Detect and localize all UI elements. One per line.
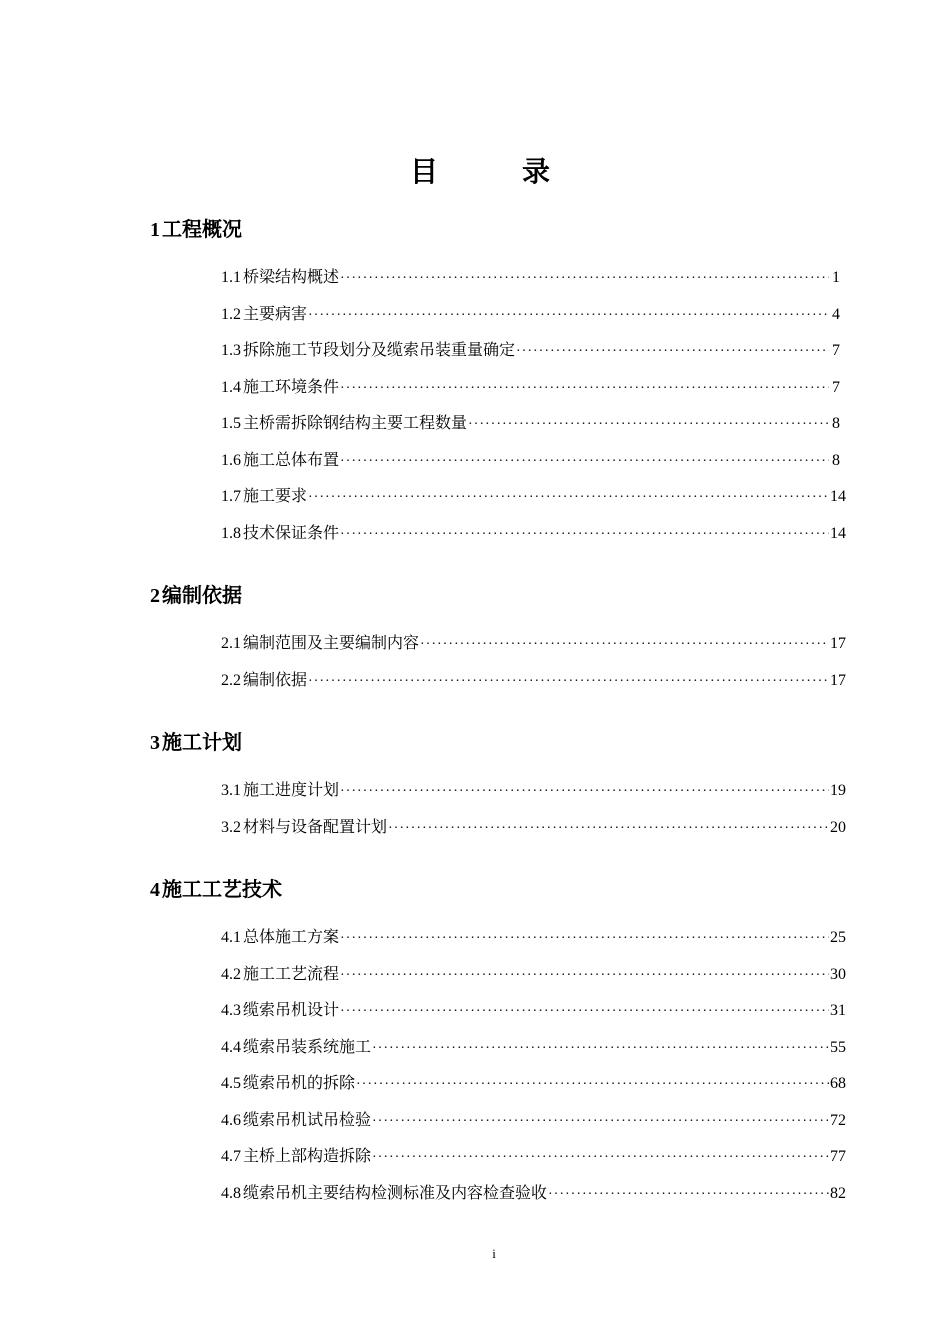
entry-list (150, 625, 846, 698)
entry-title: 缆索吊机主要结构检测标准及内容检查验收 (243, 1182, 548, 1202)
entry-title: 拆除施工节段划分及缆索吊装重量确定 (243, 340, 516, 359)
toc-title: 目 录 (409, 155, 578, 188)
dot-leader (388, 811, 829, 848)
entry-label (221, 809, 387, 847)
toc-entry[interactable] (221, 1102, 846, 1139)
entry-label (221, 625, 419, 663)
entry-title: 缆索吊装系统施工 (243, 1036, 372, 1056)
entry-title: 桥梁结构概述 (243, 267, 340, 286)
toc-section (150, 573, 846, 698)
entry-page-number: 8 (832, 451, 840, 469)
entry-title: 施工要求 (243, 486, 308, 505)
dot-leader (340, 921, 829, 958)
entry-number: 1.3 (221, 342, 241, 359)
toc-entry[interactable] (221, 1029, 846, 1066)
toc-entry[interactable] (221, 259, 840, 296)
toc-entry[interactable] (221, 956, 846, 993)
entry-label (221, 1102, 371, 1140)
entry-list (150, 259, 846, 551)
toc-entry[interactable] (221, 1138, 846, 1175)
entry-number: 2.2 (221, 671, 241, 689)
entry-page-number: 7 (832, 378, 840, 396)
entry-title: 缆索吊机设计 (243, 1000, 340, 1019)
entry-label (221, 919, 339, 957)
toc-section (150, 720, 846, 845)
toc-entry[interactable] (221, 1175, 846, 1212)
entry-title: 技术保证条件 (243, 522, 340, 542)
entry-label (221, 259, 339, 297)
entry-number: 1.8 (221, 524, 241, 542)
entry-label (221, 772, 339, 810)
entry-page-number: 30 (830, 965, 846, 983)
section-number: 3 (150, 732, 160, 754)
dot-leader (308, 480, 829, 517)
dot-leader (420, 627, 829, 664)
entry-number: 4.5 (221, 1075, 241, 1092)
toc-entry[interactable] (221, 662, 846, 699)
dot-leader (340, 444, 829, 481)
dot-leader (516, 334, 829, 371)
toc-entry[interactable] (221, 332, 840, 369)
section-heading[interactable] (150, 207, 840, 251)
entry-title: 施工环境条件 (243, 376, 340, 396)
entry-number: 1.7 (221, 488, 241, 505)
entry-title: 主桥需拆除钢结构主要工程数量 (243, 413, 468, 432)
entry-number: 1.4 (221, 378, 241, 396)
table-of-contents (150, 207, 846, 1233)
entry-title: 施工进度计划 (243, 780, 340, 799)
section-number: 1 (150, 219, 160, 241)
entry-page-number: 68 (830, 1075, 846, 1092)
dot-leader (340, 774, 829, 811)
entry-label (221, 369, 339, 407)
entry-title: 施工总体布置 (243, 449, 340, 469)
entry-title: 缆索吊机的拆除 (243, 1073, 356, 1092)
entry-label (221, 405, 467, 443)
toc-section (150, 207, 846, 551)
entry-page-number: 14 (830, 524, 846, 542)
dot-leader (340, 371, 829, 408)
section-title: 编制依据 (162, 583, 242, 607)
entry-number: 3.1 (221, 782, 241, 799)
dot-leader (340, 517, 829, 554)
dot-leader (372, 1104, 829, 1141)
toc-entry[interactable] (221, 478, 846, 515)
entry-label (221, 332, 515, 370)
dot-leader (308, 664, 829, 701)
entry-page-number: 31 (830, 1002, 846, 1019)
entry-page-number: 4 (832, 305, 840, 323)
entry-number: 4.6 (221, 1111, 241, 1129)
entry-title: 编制依据 (243, 669, 308, 689)
entry-title: 施工工艺流程 (243, 963, 340, 983)
toc-entry[interactable] (221, 809, 846, 846)
entry-title: 主要病害 (243, 303, 308, 323)
entry-title: 编制范围及主要编制内容 (243, 633, 420, 652)
dot-leader (372, 1140, 829, 1177)
entry-list (150, 919, 846, 1211)
footer-page-number: i (492, 1246, 496, 1261)
entry-page-number: 7 (832, 342, 840, 359)
dot-leader (340, 261, 829, 298)
entry-page-number: 20 (830, 818, 846, 836)
entry-title: 主桥上部构造拆除 (243, 1146, 372, 1165)
entry-page-number: 1 (832, 269, 840, 286)
entry-page-number: 77 (830, 1148, 846, 1165)
toc-section (150, 867, 846, 1211)
entry-page-number: 82 (830, 1184, 846, 1202)
toc-entry[interactable] (221, 772, 846, 809)
dot-leader (356, 1067, 829, 1104)
dot-leader (340, 994, 829, 1031)
dot-leader (372, 1031, 829, 1068)
dot-leader (340, 958, 829, 995)
entry-label (221, 956, 339, 994)
toc-entry[interactable] (221, 442, 840, 479)
entry-page-number: 8 (832, 415, 840, 432)
entry-page-number: 72 (830, 1111, 846, 1129)
toc-entry[interactable] (221, 919, 846, 956)
entry-number: 4.1 (221, 929, 241, 946)
entry-title: 总体施工方案 (243, 927, 340, 946)
entry-number: 4.7 (221, 1148, 241, 1165)
entry-label (221, 1138, 371, 1176)
toc-entry[interactable] (221, 1065, 846, 1102)
entry-list (150, 772, 846, 845)
entry-number: 3.2 (221, 818, 241, 836)
entry-number: 4.3 (221, 1002, 241, 1019)
entry-number: 4.2 (221, 965, 241, 983)
toc-entry[interactable] (221, 625, 846, 662)
entry-label (221, 1175, 547, 1213)
entry-number: 1.1 (221, 269, 241, 286)
section-heading[interactable] (150, 867, 840, 911)
entry-label (221, 1065, 355, 1103)
toc-entry[interactable] (221, 992, 846, 1029)
entry-label (221, 515, 339, 553)
entry-label (221, 992, 339, 1030)
entry-title: 缆索吊机试吊检验 (243, 1109, 372, 1129)
entry-title: 材料与设备配置计划 (243, 816, 388, 836)
dot-leader (308, 298, 829, 335)
toc-entry[interactable] (221, 296, 840, 333)
entry-label (221, 1029, 371, 1067)
section-heading[interactable] (150, 573, 840, 617)
entry-number: 1.2 (221, 305, 241, 323)
entry-page-number: 17 (830, 671, 846, 689)
entry-number: 2.1 (221, 635, 241, 652)
toc-entry[interactable] (221, 515, 846, 552)
entry-page-number: 55 (830, 1038, 846, 1056)
toc-entry[interactable] (221, 405, 840, 442)
entry-number: 1.5 (221, 415, 241, 432)
entry-number: 1.6 (221, 451, 241, 469)
toc-entry[interactable] (221, 369, 840, 406)
entry-number: 4.8 (221, 1184, 241, 1202)
section-number: 4 (150, 879, 160, 901)
entry-page-number: 14 (830, 488, 846, 505)
entry-page-number: 25 (830, 929, 846, 946)
section-title: 施工工艺技术 (162, 877, 282, 901)
section-title: 工程概况 (162, 217, 242, 241)
entry-page-number: 19 (830, 782, 846, 799)
section-heading[interactable] (150, 720, 840, 764)
dot-leader (468, 407, 829, 444)
entry-number: 4.4 (221, 1038, 241, 1056)
section-title: 施工计划 (162, 730, 242, 754)
section-number: 2 (150, 585, 160, 607)
entry-label (221, 478, 307, 516)
entry-label (221, 296, 307, 334)
entry-label (221, 662, 307, 700)
entry-label (221, 442, 339, 480)
entry-page-number: 17 (830, 635, 846, 652)
dot-leader (548, 1177, 829, 1214)
